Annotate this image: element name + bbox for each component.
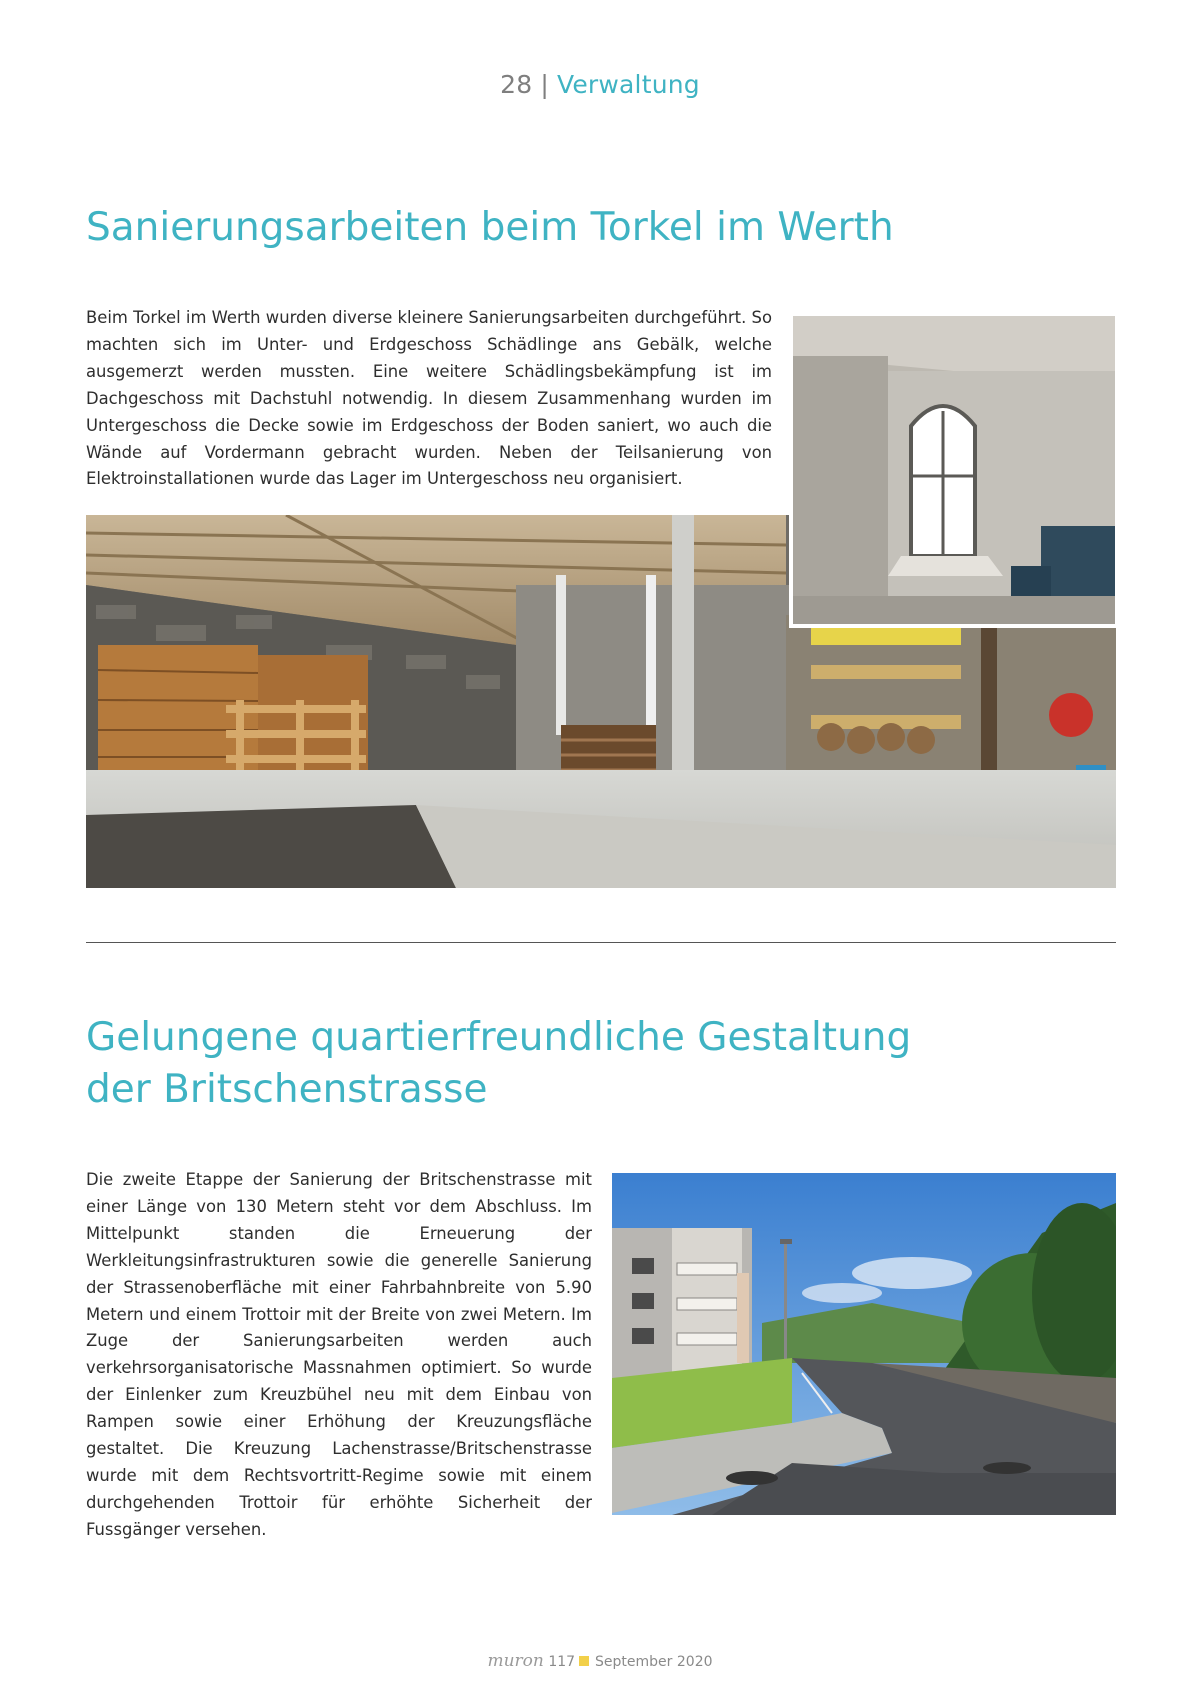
- article1-title: Sanierungsarbeiten beim Torkel im Werth: [86, 205, 894, 250]
- article2-title: [86, 1012, 911, 1116]
- photo-street: [612, 1173, 1116, 1515]
- footer-brand: muron: [487, 1651, 544, 1671]
- page-header: [0, 70, 1200, 99]
- footer-date: September 2020: [595, 1654, 713, 1670]
- article2-title-line1: Gelungene quartierfreundliche Gestaltung: [86, 1015, 912, 1060]
- section-divider: [86, 942, 1116, 943]
- page-footer: [0, 1651, 1200, 1671]
- section-title: Verwaltung: [556, 70, 700, 99]
- article2-body: Die zweite Etappe der Sanierung der Britschenstrasse mit einer Länge von 130 Metern steht vor dem Abschluss. Im Mittelpunkt standen die Erneuerung der Werkleitungsinfrastrukturen sowie die generelle Sanierung der Strassenoberfläche mit einer Fahrbahnbreite von 5.90 Metern und einem Trottoir mit der Breite von zwei Metern. Im Zuge der Sanierungsarbeiten werden auch verkehrsorganisatorische Massnahmen optimiert. So wurde der Einlenker zum Kreuzbühel neu mit dem Einbau von Rampen sowie einer Erhöhung der Kreuzungsfläche gestaltet. Die Kreuzung Lachenstrasse/Britschenstrasse wurde mit dem Rechtsvortritt-Regime sowie mit einem durchgehenden Trottoir für erhöhte Sicherheit der Fussgänger versehen.: [86, 1170, 592, 1539]
- header-separator: |: [540, 70, 549, 99]
- article1-body: Beim Torkel im Werth wurden diverse kleinere Sanierungsarbeiten durchgeführt. So machten sich im Unter- und Erdgeschoss Schädlinge ans Gebälk, welche ausgemerzt werden mussten. Eine weitere Schädlingsbekämpfung ist im Dachgeschoss mit Dachstuhl notwendig. In diesem Zusammenhang wurden im Untergeschoss die Decke sowie im Erdgeschoss der Boden saniert, wo auch die Wände auf Vordermann gebracht wurden. Neben der Teilsanierung von Elektroinstallationen wurde das Lager im Untergeschoss neu organisiert.: [86, 308, 772, 489]
- page-number: 28: [500, 70, 533, 99]
- article2-title-line2: der Britschenstrasse: [86, 1067, 488, 1112]
- photo-room-window: [793, 316, 1115, 624]
- footer-issue: 117: [548, 1654, 576, 1670]
- footer-square-icon: [579, 1656, 589, 1666]
